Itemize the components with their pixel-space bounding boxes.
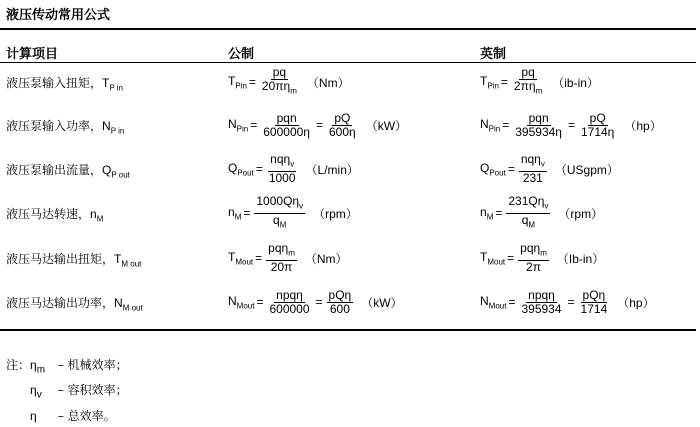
denominator: 1000 xyxy=(268,170,296,185)
unit: （ib-in） xyxy=(552,75,599,90)
denominator: $q_M$ xyxy=(521,212,536,229)
denominator: $q_M$ xyxy=(273,212,287,229)
note-symbol: $\eta_v$ xyxy=(30,383,42,401)
unit: （kW） xyxy=(361,295,403,310)
row-name: 液压马达输出功率，$N_{M out}$ xyxy=(6,296,143,313)
metric-formula xyxy=(228,240,348,276)
formula-lhs: $T_{Pin}$ xyxy=(480,73,499,91)
fraction xyxy=(513,112,564,139)
table-row xyxy=(0,240,696,276)
fraction xyxy=(579,112,616,139)
row-symbol: $T_{M out}$ xyxy=(114,252,142,269)
numerator: $231Q\eta_v$ xyxy=(506,195,550,213)
equals-sign: = xyxy=(255,162,263,176)
header-metric: 公制 xyxy=(228,46,255,61)
denominator: 600η xyxy=(328,124,356,139)
table-row xyxy=(0,151,696,187)
unit: （hp） xyxy=(624,118,662,133)
fraction xyxy=(579,289,610,316)
row-name: 液压泵输入功率，$N_{P in}$ xyxy=(6,119,125,136)
equals-sign: = xyxy=(250,118,258,132)
denominator: 20π xyxy=(270,259,293,274)
note-symbol-sub: v xyxy=(36,389,42,401)
formula-lhs: $T_{Mout}$ xyxy=(480,249,506,267)
equals-sign: = xyxy=(255,251,263,265)
numerator: nqη$_v$ xyxy=(519,153,547,171)
row-symbol-sub: M out xyxy=(122,303,143,313)
fraction xyxy=(266,242,297,273)
row-symbol-sub: M out xyxy=(121,259,142,269)
fraction xyxy=(519,153,547,184)
unit: （hp） xyxy=(617,295,655,310)
denominator-sub: M xyxy=(279,219,287,229)
imperial-formula xyxy=(480,107,662,143)
formula-lhs: $n_M$ xyxy=(228,204,242,222)
bottom-rule xyxy=(0,329,696,331)
metric-formula xyxy=(228,151,359,187)
unit: （rpm） xyxy=(558,206,604,221)
denominator: 395934 xyxy=(521,301,562,316)
unit: （L/min） xyxy=(305,162,359,177)
title-rule xyxy=(0,28,696,30)
formula-lhs: $N_{Mout}$ xyxy=(480,293,507,311)
row-symbol-sub: P out xyxy=(111,170,130,180)
numerator: pqη$_m$ xyxy=(518,242,549,260)
header-rule xyxy=(0,62,696,63)
equals-sign: = xyxy=(495,206,503,220)
formula-lhs: $N_{Mout}$ xyxy=(228,293,255,311)
note-symbol: η xyxy=(30,408,37,423)
row-symbol-sub: M xyxy=(96,214,104,224)
denominator-sub: M xyxy=(528,219,536,229)
row-symbol: $Q_{P out}$ xyxy=(102,163,130,180)
note-line xyxy=(6,406,128,427)
numerator: npqη xyxy=(528,287,555,302)
note-symbol-sub: m xyxy=(36,364,46,376)
numerator-sub: m xyxy=(288,248,295,258)
fraction xyxy=(519,289,563,316)
equals-sign: = xyxy=(315,295,323,309)
formula-lhs-sub: M xyxy=(234,212,242,222)
numerator: pqn xyxy=(528,110,549,125)
header-imperial: 英制 xyxy=(480,46,507,61)
note-text: – 机械效率； xyxy=(54,358,128,372)
metric-formula xyxy=(228,195,358,231)
numerator: npqη xyxy=(276,287,303,302)
fraction xyxy=(327,289,354,316)
equals-sign: = xyxy=(248,75,256,89)
fraction xyxy=(254,195,305,231)
denominator: 1714η xyxy=(580,124,615,139)
note-line xyxy=(6,355,128,380)
equals-sign: = xyxy=(567,295,575,309)
formula-lhs-sub: Pout xyxy=(489,168,506,178)
denominator: 600 xyxy=(329,301,350,316)
header-item: 计算项目 xyxy=(6,46,59,61)
numerator: pqn xyxy=(276,110,297,125)
formula-lhs-sub: Mout xyxy=(236,301,255,311)
page-title: 液压传动常用公式 xyxy=(6,7,111,22)
row-symbol: $N_{P in}$ xyxy=(102,119,125,136)
numerator: pQη xyxy=(582,287,606,302)
note-symbol: $\eta_m$ xyxy=(30,358,46,376)
row-symbol: $N_{M out}$ xyxy=(114,296,143,313)
row-symbol: $n_M$ xyxy=(90,207,104,224)
formula-lhs: $N_{Pin}$ xyxy=(228,116,249,134)
formula-lhs: $T_{Mout}$ xyxy=(228,249,254,267)
row-name: 液压泵输入扭矩，$T_{P in}$ xyxy=(6,76,123,93)
denominator-sub: m xyxy=(535,86,543,96)
unit: （USgpm） xyxy=(554,162,619,177)
imperial-formula xyxy=(480,195,603,231)
formula-lhs-sub: M xyxy=(486,212,494,222)
note-text: – 总效率。 xyxy=(54,408,116,423)
imperial-formula xyxy=(480,284,655,320)
row-name: 液压泵输出流量，$Q_{P out}$ xyxy=(6,163,130,180)
note-line xyxy=(6,380,128,405)
table-row xyxy=(0,64,696,100)
denominator: 600000 xyxy=(269,301,310,316)
formula-lhs: $Q_{Pout}$ xyxy=(480,160,506,178)
numerator: pq xyxy=(272,65,287,80)
notes xyxy=(6,355,128,427)
unit: （Nm） xyxy=(304,251,348,266)
denominator: $20\pi\eta_m$ xyxy=(261,79,297,96)
denominator: 395934η xyxy=(515,124,562,139)
row-symbol-sub: P in xyxy=(110,126,125,136)
numerator: pq xyxy=(521,65,535,80)
equals-sign: = xyxy=(500,75,508,89)
equals-sign: = xyxy=(502,118,510,132)
metric-formula xyxy=(228,107,407,143)
numerator-sub: v xyxy=(540,159,545,169)
formula-lhs-sub: Mout xyxy=(487,257,506,267)
note-text: – 容积效率； xyxy=(54,383,128,398)
unit: （Ib-in） xyxy=(556,251,605,266)
table-row xyxy=(0,284,696,320)
equals-sign: = xyxy=(256,295,264,309)
table-row xyxy=(0,107,696,143)
metric-formula xyxy=(228,284,403,320)
fraction xyxy=(512,66,544,97)
numerator: nqη$_v$ xyxy=(268,153,296,171)
imperial-formula xyxy=(480,64,599,100)
equals-sign: = xyxy=(315,118,323,132)
denominator: 1714 xyxy=(580,301,608,316)
formula-lhs: $Q_{Pout}$ xyxy=(228,160,254,178)
formula-lhs-sub: Mout xyxy=(235,257,254,267)
denominator: $2\pi\eta_m$ xyxy=(513,79,543,96)
equals-sign: = xyxy=(567,118,575,132)
numerator: pqη$_m$ xyxy=(266,242,297,260)
formula-lhs: $N_{Pin}$ xyxy=(480,116,501,134)
metric-formula xyxy=(228,64,350,100)
equals-sign: = xyxy=(243,206,251,220)
fraction xyxy=(267,153,298,184)
unit: （rpm） xyxy=(313,206,358,221)
numerator: $1000Q\eta_v$ xyxy=(254,195,305,213)
row-symbol-sub: P in xyxy=(109,83,123,93)
numerator-sub: m xyxy=(540,248,547,258)
fraction xyxy=(267,289,311,316)
fraction xyxy=(261,112,312,139)
fraction xyxy=(327,112,358,139)
note-prefix: 注： xyxy=(6,358,31,372)
table-row xyxy=(0,195,696,231)
formula-lhs: $T_{Pin}$ xyxy=(228,73,247,91)
row-name: 液压马达转速，$n_M$ xyxy=(6,207,104,224)
equals-sign: = xyxy=(508,295,516,309)
row-name: 液压马达输出扭矩，$T_{M out}$ xyxy=(6,252,142,269)
formula-lhs-sub: Mout xyxy=(488,301,507,311)
equals-sign: = xyxy=(507,162,515,176)
fraction xyxy=(518,242,549,273)
fraction xyxy=(260,66,299,97)
denominator-sub: m xyxy=(290,86,297,96)
equals-sign: = xyxy=(507,251,515,265)
fraction xyxy=(506,195,550,231)
row-symbol: $T_{P in}$ xyxy=(102,76,123,93)
formula-lhs-sub: Pin xyxy=(487,81,499,91)
formula-lhs-sub: Pin xyxy=(488,124,501,134)
formula-lhs-sub: Pin xyxy=(235,81,247,91)
imperial-formula xyxy=(480,151,619,187)
formula-lhs-sub: Pin xyxy=(236,124,249,134)
numerator-sub: v xyxy=(299,201,304,211)
imperial-formula xyxy=(480,240,604,276)
formula-lhs: $n_M$ xyxy=(480,204,494,222)
denominator: 2π xyxy=(526,259,541,274)
numerator-sub: v xyxy=(290,159,295,169)
unit: （Nm） xyxy=(306,75,350,90)
denominator: 231 xyxy=(522,170,543,185)
unit: （kW） xyxy=(365,118,408,133)
formula-lhs-sub: Pout xyxy=(237,168,254,178)
numerator: pQ xyxy=(334,110,351,125)
numerator: pQη xyxy=(328,287,352,302)
denominator: 600000η xyxy=(263,124,310,139)
numerator: pQ xyxy=(589,110,606,125)
numerator-sub: v xyxy=(544,201,549,211)
